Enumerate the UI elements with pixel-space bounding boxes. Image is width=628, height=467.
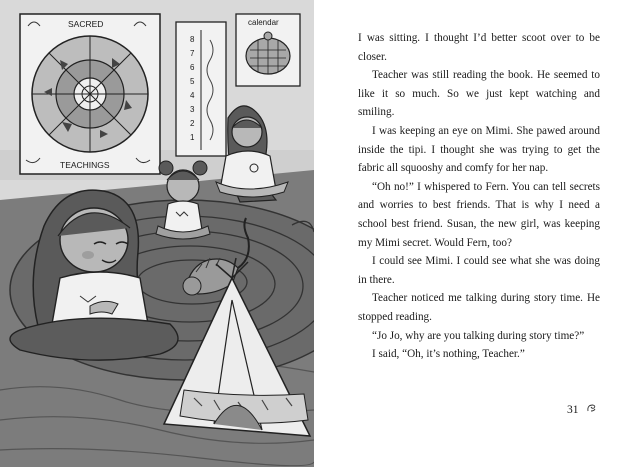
paragraph-2: Teacher was still reading the book. He seemed to like it so much. So we just kept watching and smiling. xyxy=(358,69,600,119)
sacred-teachings-poster xyxy=(20,14,160,174)
poster-top-label: SACRED xyxy=(68,19,104,29)
calendar-label: calendar xyxy=(248,18,279,27)
paragraph-4: “Oh no!” I whispered to Fern. You can tell secrets and worries to best friends. That is why I need a school best friend. Susan, the new girl, was keeping my Mimi secret. Would Fern, too? xyxy=(358,180,600,249)
page-number: 31 xyxy=(567,404,579,416)
ruler-mark-5: 5 xyxy=(190,77,195,86)
ruler-mark-2: 2 xyxy=(190,119,195,128)
page-ornament-icon xyxy=(585,402,597,414)
growth-ruler xyxy=(176,22,226,156)
paragraph-3: I was keeping an eye on Mimi. She pawed around inside the tipi. I thought she was trying to get the fabric all squooshy and comfy for her nap. xyxy=(358,124,600,175)
paragraph-6: Teacher noticed me talking during story time. He stopped reading. xyxy=(358,292,600,323)
poster-bottom-label: TEACHINGS xyxy=(60,160,110,170)
calendar-poster xyxy=(236,14,300,86)
story-text xyxy=(358,29,600,364)
text-page xyxy=(314,0,628,467)
ruler-mark-3: 3 xyxy=(190,105,195,114)
paragraph-7: “Jo Jo, why are you talking during story time?” xyxy=(372,329,585,342)
paragraph-5: I could see Mimi. I could see what she was doing in there. xyxy=(358,255,600,286)
paragraph-8: I said, “Oh, it’s nothing, Teacher.” xyxy=(372,348,525,361)
ruler-mark-1: 1 xyxy=(190,133,195,142)
ruler-mark-8: 8 xyxy=(190,35,195,44)
ruler-mark-4: 4 xyxy=(190,91,195,100)
ruler-mark-7: 7 xyxy=(190,49,195,58)
paragraph-1: I was sitting. I thought I’d better scoot over to be closer. xyxy=(358,32,600,63)
ruler-mark-6: 6 xyxy=(190,63,195,72)
